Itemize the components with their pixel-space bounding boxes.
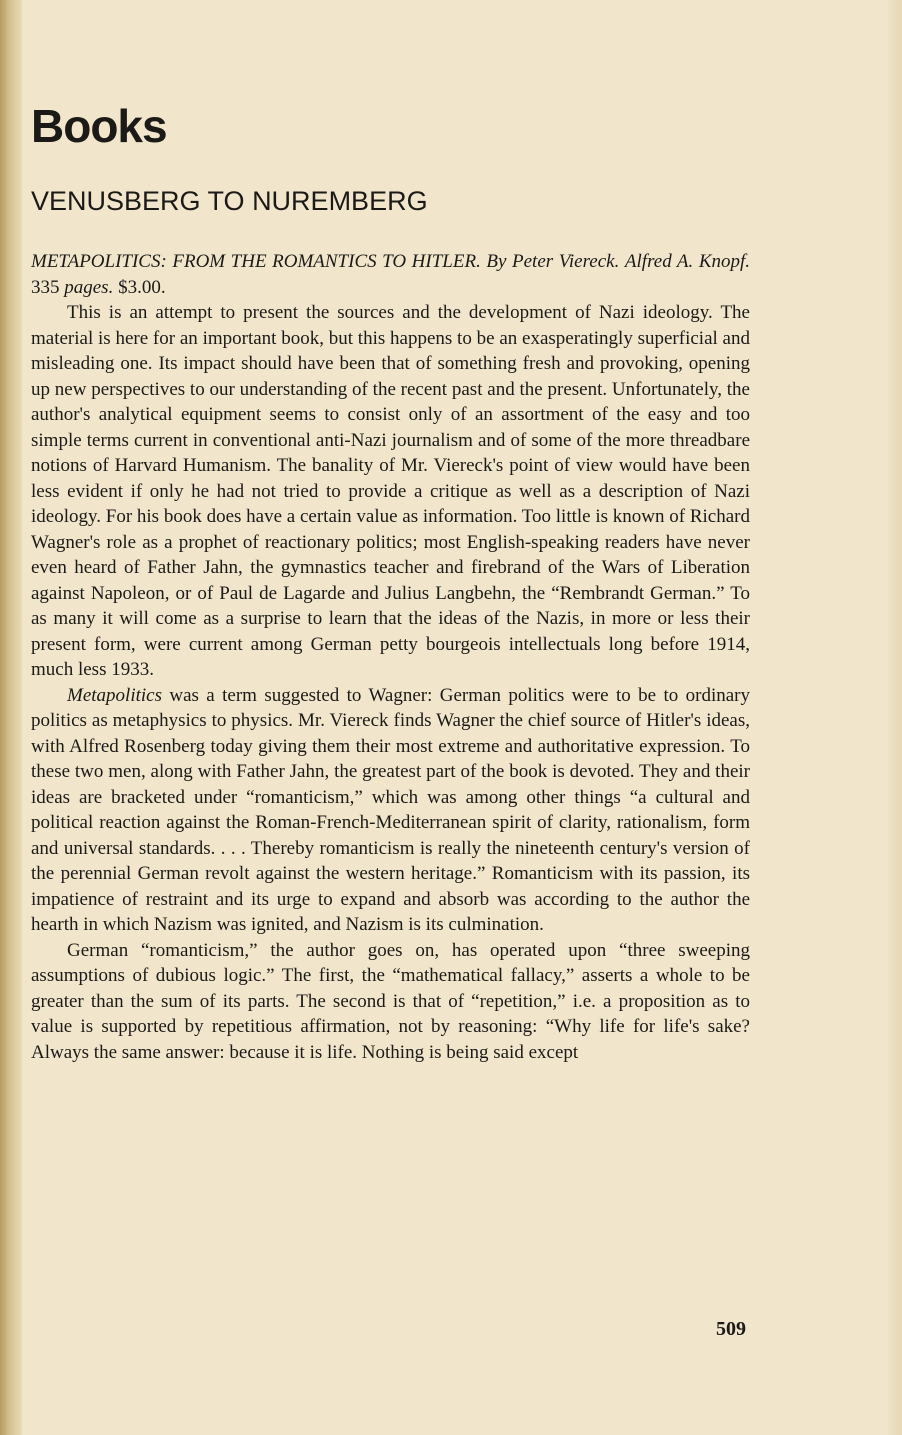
pages-word: pages. [64, 276, 114, 298]
book-spine-shadow [0, 0, 22, 1435]
paragraph-2-body: was a term suggested to Wagner: German politics were to be to ordinary politics as metaphysics to physics. Mr. Viereck finds Wagner the chief source of Hitler's ideas, with Alfred Rosenberg today giving them their most extreme and authoritative expression. To these two men, along with Father Jahn, the greatest part of the book is devoted. They and their ideas are bracketed under “romanticism,” which was among other things “a cultural and political reaction against the Roman-French-Mediterranean spirit of clarity, rationalism, form and universal standards. . . . Thereby romanticism is really the nineteenth century's version of the perennial German revolt against the western heritage.” Romanticism with its passion, its impatience of restraint and its urge to expand and absorb was according to the author the hearth in which Nazism was ignited, and Nazism is its culmination. [31, 684, 750, 935]
book-title: METAPOLITICS: FROM THE ROMANTICS TO HITLER. [31, 251, 481, 272]
paragraph-2 [31, 683, 750, 938]
book-citation [31, 249, 750, 300]
paragraph-3: German “romanticism,” the author goes on, has operated upon “three sweeping assumptions of dubious logic.” The first, the “mathematical fallacy,” asserts a whole to be greater than the sum of its parts. The second is that of “repetition,” i.e. a proposition as to value is supported by repetitious affirmation, not by reasoning: “Why life for life's sake? Always the same answer: because it is life. Nothing is being said except [31, 939, 750, 1063]
book-publisher: Alfred A. Knopf. [624, 251, 751, 272]
book-price: $3.00. [118, 276, 166, 298]
section-heading: Books [31, 100, 167, 152]
book-author: Peter Viereck. [512, 251, 620, 272]
paragraph-2-lead: Metapolitics [67, 684, 162, 706]
citation-by: By [486, 251, 507, 272]
page-number: 509 [716, 1318, 746, 1340]
paragraph-1: This is an attempt to present the sources and the development of Nazi ideology. The material is here for an important book, but this happens to be an exasperatingly superficial and misleading one. Its impact should have been that of something fresh and provoking, opening up new perspectives to our understanding of the recent past and the present. Unfortunately, the author's analytical equipment seems to consist only of an assortment of the easy and too simple terms current in conventional anti-Nazi journalism and of some of the more threadbare notions of Harvard Humanism. The banality of Mr. Viereck's point of view would have been less evident if only he had not tried to provide a critique as well as a description of Nazi ideology. For his book does have a certain value as information. Too little is known of Richard Wagner's role as a prophet of reactionary politics; most English-speaking readers have never even heard of Father Jahn, the gymnastics teacher and firebrand of the Wars of Liberation against Napoleon, or of Paul de Lagarde and Julius Langbehn, the “Rembrandt German.” To as many it will come as a surprise to learn that the ideas of the Nazis, in more or less their present form, were current among German petty bourgeois intellectuals long before 1914, much less 1933. [31, 302, 750, 680]
page-count: 335 [31, 276, 60, 298]
page-content [31, 95, 750, 1065]
page-right-edge [888, 0, 902, 1435]
article-title: VENUSBERG TO NUREMBERG [31, 186, 428, 216]
